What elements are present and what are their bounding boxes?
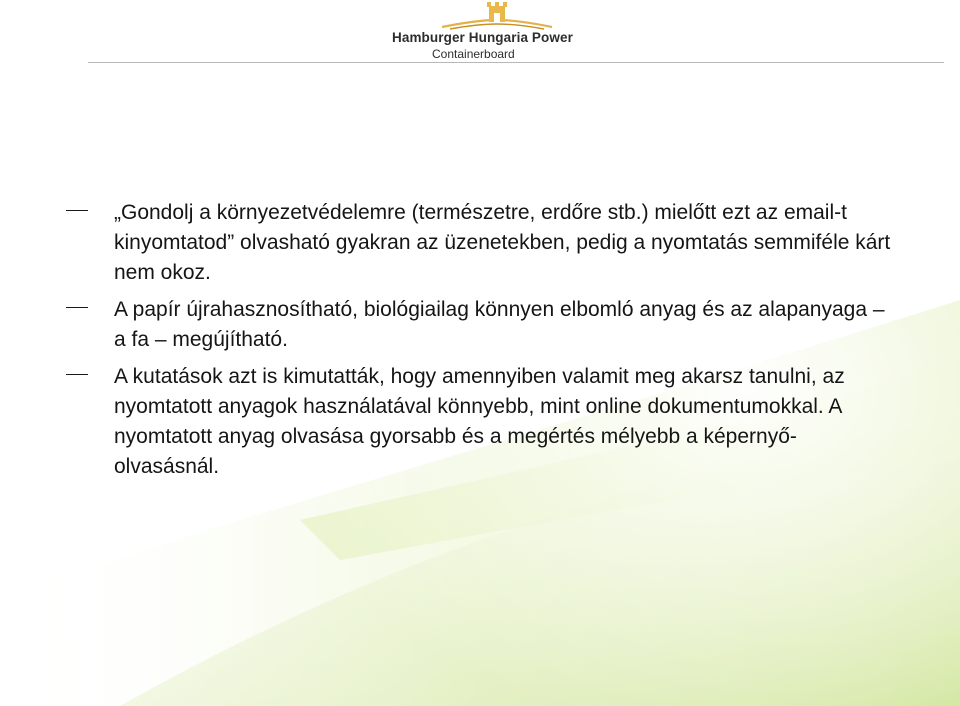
logo-company-name: Hamburger Hungaria Power bbox=[392, 30, 573, 45]
bullet-dash bbox=[66, 307, 88, 308]
logo-subtitle: Containerboard bbox=[432, 47, 515, 61]
bullet-text: A papír újrahasznosítható, biológiailag könnyen elbomló anyag és az alapanyaga – a fa – megújítható. bbox=[114, 298, 885, 351]
bullet-item bbox=[0, 362, 960, 482]
bullet-dash bbox=[66, 210, 88, 211]
bullet-item bbox=[0, 295, 960, 355]
bullet-dash bbox=[66, 374, 88, 375]
bullet-text: A kutatások azt is kimutatták, hogy amennyiben valamit meg akarsz tanulni, az nyomtatott anyagok használatával könnyebb, mint online dokumentumokkal. A nyomtatott anyag olvasása gyorsabb és a megértés mélyebb a képernyő-olvasásnál. bbox=[114, 365, 845, 478]
bullet-text: „Gondolj a környezetvédelemre (természetre, erdőre stb.) mielőtt ezt az email-t kinyomtatod” olvasható gyakran az üzenetekben, pedig a nyomtatás semmiféle kárt nem okoz. bbox=[114, 201, 891, 284]
castle-tower-icon bbox=[442, 0, 552, 30]
bullet-item bbox=[0, 198, 960, 288]
bullet-list bbox=[0, 198, 960, 482]
company-logo bbox=[386, 0, 586, 66]
